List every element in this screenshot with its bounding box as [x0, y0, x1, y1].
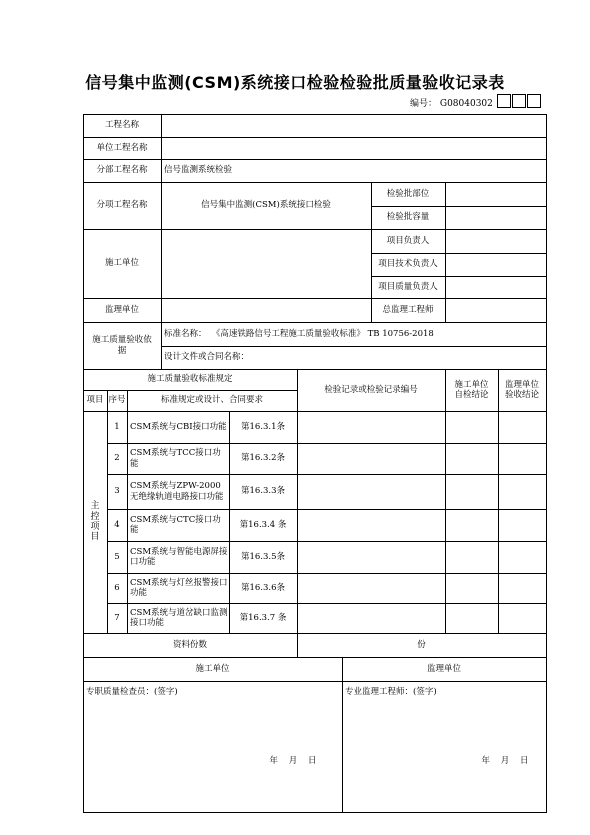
tech-lead-label: 项目技术负责人	[378, 259, 438, 270]
row-item: CSM系统与TCC接口功能	[130, 448, 221, 469]
form-code	[410, 96, 493, 109]
row-supervisor-field[interactable]	[498, 509, 546, 541]
sign-supervisor-unit: 监理单位	[426, 663, 461, 674]
form-title: 信号集中监测(CSM)系统接口检验检验批质量验收记录表	[85, 73, 505, 92]
project-name-label: 工程名称	[104, 120, 139, 131]
row-seq: 7	[114, 612, 120, 623]
project-name-field[interactable]	[161, 114, 546, 137]
unit-project-label: 单位工程名称	[96, 142, 148, 153]
row-record-field[interactable]	[297, 411, 445, 443]
row-supervisor-field[interactable]	[498, 411, 546, 443]
row-item: CSM系统与ZPW-2000无绝缘轨道电路接口功能	[130, 481, 224, 502]
supervisor-date: 年 月 日	[481, 755, 529, 766]
code-box[interactable]	[497, 94, 511, 108]
col-requirement: 标准规定或设计、合同要求	[160, 395, 263, 406]
row-seq: 2	[114, 453, 120, 464]
row-contractor-field[interactable]	[445, 573, 498, 603]
row-clause: 第16.3.7 条	[239, 612, 287, 623]
sign-contractor-unit: 施工单位	[195, 663, 230, 674]
row-seq: 3	[114, 486, 120, 497]
project-lead-label: 项目负责人	[386, 235, 430, 246]
batch-location-label: 检验批部位	[386, 188, 430, 199]
row-item: CSM系统与灯丝报警接口功能	[130, 577, 228, 598]
row-supervisor-field[interactable]	[498, 541, 546, 573]
spec-title: 施工质量验收标准规定	[147, 374, 233, 385]
supervisor-label: 监理单位	[104, 304, 139, 315]
row-item: CSM系统与CBI接口功能	[130, 421, 227, 432]
standard-line	[161, 322, 546, 346]
row-item: CSM系统与CTC接口功能	[130, 514, 221, 535]
supervisor-field[interactable]	[161, 298, 371, 322]
row-record-field[interactable]	[297, 509, 445, 541]
row-seq: 1	[114, 421, 120, 432]
subdivision-value: 信号集中监测(CSM)系统接口检验	[201, 200, 331, 211]
row-contractor-field[interactable]	[445, 411, 498, 443]
contractor-field[interactable]	[161, 229, 371, 298]
batch-location-field[interactable]	[445, 182, 546, 206]
col-supervisor-result: 监理单位验收结论	[504, 379, 539, 400]
row-contractor-field[interactable]	[445, 443, 498, 474]
row-record-field[interactable]	[297, 603, 445, 633]
batch-capacity-label: 检验批容量	[386, 212, 430, 223]
quality-lead-label: 项目质量负责人	[378, 281, 438, 292]
code-value: G08040302	[439, 99, 493, 109]
division-value: 信号监测系统检验	[164, 165, 233, 176]
row-seq: 4	[114, 519, 120, 530]
col-item: 项目	[86, 395, 104, 406]
code-box[interactable]	[512, 94, 526, 108]
row-contractor-field[interactable]	[445, 474, 498, 509]
row-item: CSM系统与道岔缺口监测接口功能	[130, 607, 228, 628]
row-seq: 5	[114, 551, 120, 562]
row-clause: 第16.3.5条	[240, 551, 286, 562]
row-supervisor-field[interactable]	[498, 474, 546, 509]
row-clause: 第16.3.6条	[240, 582, 286, 593]
code-box[interactable]	[527, 94, 541, 108]
row-seq: 6	[114, 582, 120, 593]
contractor-signature-field[interactable]	[83, 700, 342, 745]
row-record-field[interactable]	[297, 541, 445, 573]
contractor-inspector-label: 专职质量检查员：(签字)	[86, 686, 178, 697]
row-contractor-field[interactable]	[445, 541, 498, 573]
code-label: 编号：	[410, 99, 438, 109]
row-supervisor-field[interactable]	[498, 603, 546, 633]
col-seq: 序号	[108, 395, 126, 406]
row-item: CSM系统与智能电源屏接口功能	[130, 546, 228, 567]
row-clause: 第16.3.3条	[240, 486, 286, 497]
code-boxes	[497, 94, 541, 108]
docs-label: 资料份数	[172, 639, 207, 650]
supervisor-signature-field[interactable]	[342, 700, 546, 745]
col-record: 检验记录或检验记录编号	[324, 384, 418, 395]
standard-value: 《高速铁路信号工程施工质量验收标准》 TB 10756-2018	[211, 328, 434, 339]
unit-project-field[interactable]	[161, 137, 546, 159]
design-label: 设计文件或合同名称：	[164, 352, 250, 363]
row-record-field[interactable]	[297, 443, 445, 474]
row-record-field[interactable]	[297, 474, 445, 509]
row-clause: 第16.3.2条	[240, 453, 286, 464]
row-record-field[interactable]	[297, 573, 445, 603]
standard-label: 标准名称：	[164, 328, 207, 339]
docs-count-field[interactable]	[297, 633, 546, 657]
main-control-label: 主控项目	[90, 501, 100, 543]
chief-supervisor-label: 总监理工程师	[382, 304, 434, 315]
row-supervisor-field[interactable]	[498, 443, 546, 474]
batch-capacity-field[interactable]	[445, 206, 546, 229]
subdivision-label: 分项工程名称	[96, 200, 148, 211]
basis-label: 施工质量验收依据	[92, 335, 152, 356]
row-contractor-field[interactable]	[445, 603, 498, 633]
row-contractor-field[interactable]	[445, 509, 498, 541]
contractor-date: 年 月 日	[269, 755, 317, 766]
division-label: 分部工程名称	[96, 165, 148, 176]
row-supervisor-field[interactable]	[498, 573, 546, 603]
docs-unit: 份	[417, 639, 426, 650]
col-contractor-result: 施工单位自检结论	[454, 379, 489, 400]
row-clause: 第16.3.1条	[240, 421, 286, 432]
contractor-label: 施工单位	[104, 258, 139, 269]
supervisor-engineer-label: 专业监理工程师：(签字)	[345, 686, 437, 697]
row-clause: 第16.3.4 条	[239, 519, 287, 530]
